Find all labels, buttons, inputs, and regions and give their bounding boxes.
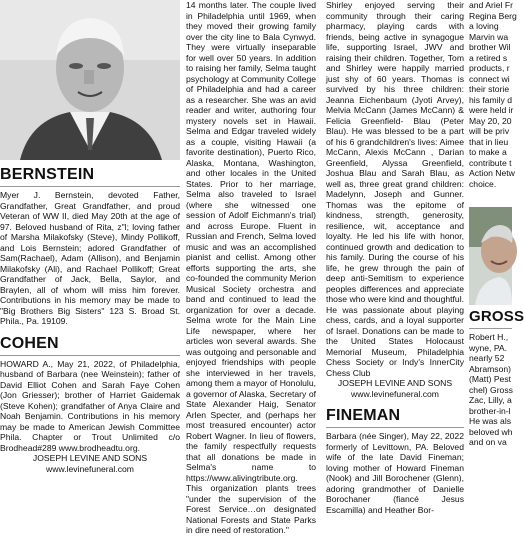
gross-fragment-line: beloved wh [469,426,513,437]
marvin-fragment-line: contribute t [469,157,512,168]
gross-fragment-line: and on va [469,437,507,447]
marvin-fragment-line: and Ariel Fr [469,0,513,10]
gross-photo [469,207,512,305]
gross-obituary-fragment [469,332,512,448]
gross-fragment-line: He was als [469,416,512,426]
cohen-obituary-text: HOWARD A., May 21, 2022, of Philadelphia, husband of Barbara (nee Weinstein); father of David Elliot Cohen and Sarah Faye Cohen (Jon Griesser); brother of Harriet Gaidemak (Steve Kohen); grandfather of Anya Claire and Noah Benjamin. Contributions in his memory may be made to American Jewish Committee Phila. Chapter or Trout Unlimited c/o Brodhead#289 www.brodheadtu.org. [0,358,180,453]
fineman-heading: FINEMAN [326,407,401,424]
cohen-website-link[interactable]: www.levinefuneral.com [46,463,134,474]
gross-fragment-line: (Matt) Pest [469,374,512,384]
marvin-fragment-line: connect wi [469,73,510,84]
gross-fragment-line: brother-in-l [469,405,511,416]
divider [326,427,464,428]
cohen-heading: COHEN [0,334,59,352]
gross-fragment-line: nearly 52 [469,353,505,363]
marvin-fragment-line: products, r [469,63,510,73]
bernstein-photo [0,0,180,160]
marvin-fragment-line: Regina Berg [469,10,517,21]
cohen-funeral-home: JOSEPH LEVINE AND SONS [32,453,148,463]
column-3 [326,0,464,515]
marvin-fragment-line: were held ir [469,105,514,115]
marvin-fragment-line: his family d [469,94,512,105]
gross-fragment-line: wyne, PA. [469,342,508,353]
marvin-fragment-line: their storie [469,84,510,94]
divider [0,355,180,356]
col3-funeral-home: JOSEPH LEVINE AND SONS [337,378,453,388]
marvin-fragment-line: choice. [469,178,497,189]
gross-fragment-line: Abramson) [469,363,512,374]
gross-fragment-line: chel) Gross [469,384,513,395]
divider [469,328,512,329]
gross-fragment-line: Robert H., [469,332,509,342]
selma-obituary-continued-text: 14 months later. The couple lived in Philadelphia until 1969, when they moved their growing family over the city line to Bala Cynwyd. They were virtually inseparable for well over 50 years. In addition to raising her family, Selma taught psychology at Community College of Philadelphia and had a career as a researcher. She was an avid reader and writer, authoring four mystery novels set in Hawaii. Selma and Edgar traveled widely as a couple, visiting Hawaii (a favorite destination), Puerto Rico, Alaska, Montana, Washington, and other locales in the United States. Prior to her marriage, Selma also traveled to Israel (where she witnessed one session of Adolf Eichmann's trial) and across Europe. Fluent in Russian and French, Selma loved music and was an accomplished pianist and cellist. Among other efforts supporting the arts, she co-founded the community Merion Musical Society orchestra and band and continued to lead the organization for over a decade. Selma wrote for the Main Line Life newspaper, where her articles won several awards. She was outgoing and personable and enjoyed friendships with people she interviewed in her travels, among them a mayor of Honolulu, a governor of Alaska, Secretary of State Alexander Haig, Senator Arlen Specter, and (perhaps her most treasured encounter) actor Robert Wagner. In lieu of flowers, the family respectfully requests that all donations be made in Selma's name to https://www.alivingtribute.org. This organization plants trees "under the supervision of the Forest Service…on designated National Forests and State Parks in dire need of restoration." [186,0,316,535]
marvin-fragment-line: will be priv [469,126,510,136]
gross-fragment-line: Zac, Lilly, a [469,395,512,405]
marvin-fragment-line: brother Wil [469,42,511,52]
marvin-fragment-line: to make a [469,147,507,157]
bernstein-obituary-text: Myer J. Bernstein, devoted Father, Grandfather, Great Grandfather, and proud Veteran of WW II, died May 20th at the age of 97. Beloved husband of Rita, z"l; loving father of Marsha Milakofsky (Steve), Mindy Pollikoff, and Lois Bernstein; adored Grandfather of Sam(Rachael), Adam (Allison), and Benjamin Milakofsky (Ali), and Rachael Pollikoff; Great Grandfather of Jack, Bella, Saylor, and Braylen, all of whom will miss him forever. Contributions in his memory may be made to "Big Brothers Big Sisters" 123 S. Broad St. Phila., Pa. 19109. [0,190,180,326]
marvin-fragment-line: that in lieu [469,136,509,147]
bernstein-heading: BERNSTEIN [0,166,95,183]
col3-website-link[interactable]: www.levinefuneral.com [351,388,439,399]
fineman-obituary-text: Barbara (née Singer), May 22, 2022 formerly of Levittown, PA. Beloved wife of the late David Fineman; loving mother of Howard Fineman (Nook) and Jill Borochener (Glenn), adoring grandmother of Danielle Borochaner (fiancé Jesus Escamilla) and Heather Bor- [326,431,464,515]
marvin-fragment-line: May 20, 20 [469,115,512,126]
column-2 [186,0,316,535]
marvin-obituary-fragment [469,0,517,189]
marvin-fragment-line: a loving [469,21,499,31]
gross-heading: GROSS [469,308,524,325]
marvin-fragment-line: a retired s [469,52,508,63]
column-4-partial [469,0,524,512]
thomas-obituary-continued-text: Shirley enjoyed serving their community through their caring pharmacy, playing cards with friends, being active in synagogue life, supporting Israel, JWV and raising their children. Together, Tom and Shirley were happily married just shy of 60 years. Thomas is survived by his three children: Jeanna Eichenbaum (Jyoti Arvey), Melvia McCann (James McCann) & Felicia Greenfield- Blau (Peter Blau). He was blessed to be a part of his 6 grandchildren's lives: Aimee McCann, Alexis McCann , Darian Greenfield, Alyssa Greenfield, Joshua Blau and Sarah Blau, as well as, three great grand children: Madelynn, Joseph and Gunner. Thomas was the epitome of kindness, strength, generosity, resilience, wit, acceptance and loyalty. He led his life with honor, continued growth and dedication to his family. During the course of his life, he grew through the pain of deep anti-Semitism to experience peoples differences and appreciate those who were kind and thoughtful. He was passionate about playing chess, cards, and a loyal supporter of Israel. Donations can be made to the United States Holocaust Memorial Museum, Philadelphia Chess Society or Indy's InnerCity Chess Club [326,0,464,378]
divider [0,186,180,187]
marvin-fragment-line: Marvin wa [469,31,509,42]
column-1 [0,0,180,512]
marvin-fragment-line: Action Netw [469,168,515,178]
